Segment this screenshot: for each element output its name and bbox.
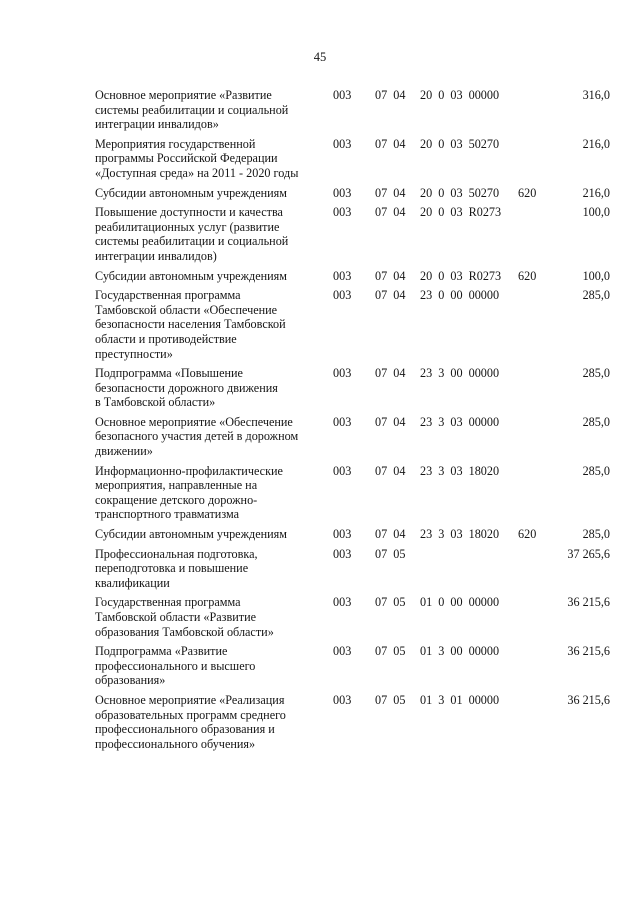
amount: 36 215,6	[567, 692, 610, 707]
amount: 216,0	[582, 185, 610, 200]
table-row	[95, 137, 610, 181]
target-article-code: 23 0 00 00000	[420, 288, 500, 303]
table-row	[95, 88, 610, 132]
table-row	[95, 547, 610, 591]
amount: 285,0	[582, 463, 610, 478]
target-article-code: 20 0 03 R0273	[420, 205, 502, 220]
amount: 36 215,6	[567, 595, 610, 610]
table-row	[95, 693, 610, 751]
section-code: 07 05	[375, 546, 406, 561]
ministry-code: 003	[333, 268, 352, 283]
amount: 285,0	[582, 527, 610, 542]
table-row	[95, 288, 610, 361]
ministry-code: 003	[333, 185, 352, 200]
expense-name: Основное мероприятие «Развитие системы реабилитации и социальной интеграции инвалидов»	[95, 88, 289, 132]
ministry-code: 003	[333, 136, 352, 151]
expense-type-code: 620	[518, 268, 537, 283]
target-article-code: 23 3 00 00000	[420, 366, 500, 381]
target-article-code: 23 3 03 18020	[420, 463, 500, 478]
amount: 316,0	[582, 88, 610, 102]
amount: 216,0	[582, 136, 610, 151]
expense-name: Информационно-профилактические мероприятия, направленные на сокращение детского дорожно- транспортного травматизма	[95, 463, 283, 522]
ministry-code: 003	[333, 546, 352, 561]
table-row	[95, 464, 610, 522]
target-article-code: 01 0 00 00000	[420, 595, 500, 610]
table-row	[95, 415, 610, 459]
amount: 285,0	[582, 366, 610, 381]
ministry-code: 003	[333, 414, 352, 429]
table-row	[95, 644, 610, 688]
expense-name: Государственная программа Тамбовской области «Обеспечение безопасности населения Тамбовской области и противодействие преступности»	[95, 288, 286, 361]
target-article-code: 20 0 03 R0273	[420, 268, 502, 283]
expense-name: Государственная программа Тамбовской области «Развитие образования Тамбовской области»	[95, 595, 274, 639]
section-code: 07 05	[375, 595, 406, 610]
expense-name: Подпрограмма «Повышение безопасности дорожного движения в Тамбовской области»	[95, 366, 278, 410]
expense-name: Субсидии автономным учреждениям	[95, 185, 287, 200]
ministry-code: 003	[333, 692, 352, 707]
amount: 36 215,6	[567, 644, 610, 659]
section-code: 07 04	[375, 463, 406, 478]
section-code: 07 04	[375, 268, 406, 283]
expense-name: Подпрограмма «Развитие профессионального и высшего образования»	[95, 644, 256, 688]
amount: 285,0	[582, 288, 610, 303]
target-article-code: 23 3 03 18020	[420, 527, 500, 542]
target-article-code: 01 3 01 00000	[420, 692, 500, 707]
ministry-code: 003	[333, 288, 352, 303]
section-code: 07 04	[375, 527, 406, 542]
table-row	[95, 595, 610, 639]
target-article-code: 20 0 03 50270	[420, 136, 500, 151]
section-code: 07 04	[375, 185, 406, 200]
table-row	[95, 269, 610, 284]
target-article-code: 01 3 00 00000	[420, 644, 500, 659]
section-code: 07 05	[375, 644, 406, 659]
target-article-code: 20 0 03 50270	[420, 185, 500, 200]
expense-name: Субсидии автономным учреждениям	[95, 268, 287, 283]
table-row	[95, 186, 610, 201]
section-code: 07 04	[375, 136, 406, 151]
expense-type-code: 620	[518, 527, 537, 542]
expense-name: Основное мероприятие «Реализация образовательных программ среднего профессионального образования и профессионального обучения»	[95, 692, 286, 751]
ministry-code: 003	[333, 595, 352, 610]
amount: 100,0	[582, 205, 610, 220]
table-row	[95, 366, 610, 410]
expense-type-code: 620	[518, 185, 537, 200]
section-code: 07 04	[375, 205, 406, 220]
table-row	[95, 527, 610, 542]
ministry-code: 003	[333, 644, 352, 659]
section-code: 07 04	[375, 414, 406, 429]
expense-name: Повышение доступности и качества реабилитационных услуг (развитие системы реабилитации и социальной интеграции инвалидов)	[95, 205, 289, 263]
expense-name: Основное мероприятие «Обеспечение безопасного участия детей в дорожном движении»	[95, 414, 299, 459]
target-article-code: 20 0 03 00000	[420, 88, 500, 102]
section-code: 07 04	[375, 366, 406, 381]
ministry-code: 003	[333, 205, 352, 220]
amount: 37 265,6	[567, 546, 610, 561]
target-article-code: 23 3 03 00000	[420, 414, 500, 429]
expense-name: Профессиональная подготовка, переподготовка и повышение квалификации	[95, 546, 258, 590]
budget-table	[95, 88, 610, 756]
ministry-code: 003	[333, 463, 352, 478]
page-number: 45	[313, 50, 327, 64]
section-code: 07 04	[375, 88, 406, 102]
section-code: 07 05	[375, 692, 406, 707]
section-code: 07 04	[375, 288, 406, 303]
ministry-code: 003	[333, 88, 352, 102]
expense-name: Мероприятия государственной программы Российской Федерации «Доступная среда» на 2011 - 2020 годы	[95, 136, 299, 180]
ministry-code: 003	[333, 366, 352, 381]
ministry-code: 003	[333, 527, 352, 542]
amount: 285,0	[582, 414, 610, 429]
amount: 100,0	[582, 268, 610, 283]
expense-name: Субсидии автономным учреждениям	[95, 527, 287, 542]
table-row	[95, 205, 610, 263]
